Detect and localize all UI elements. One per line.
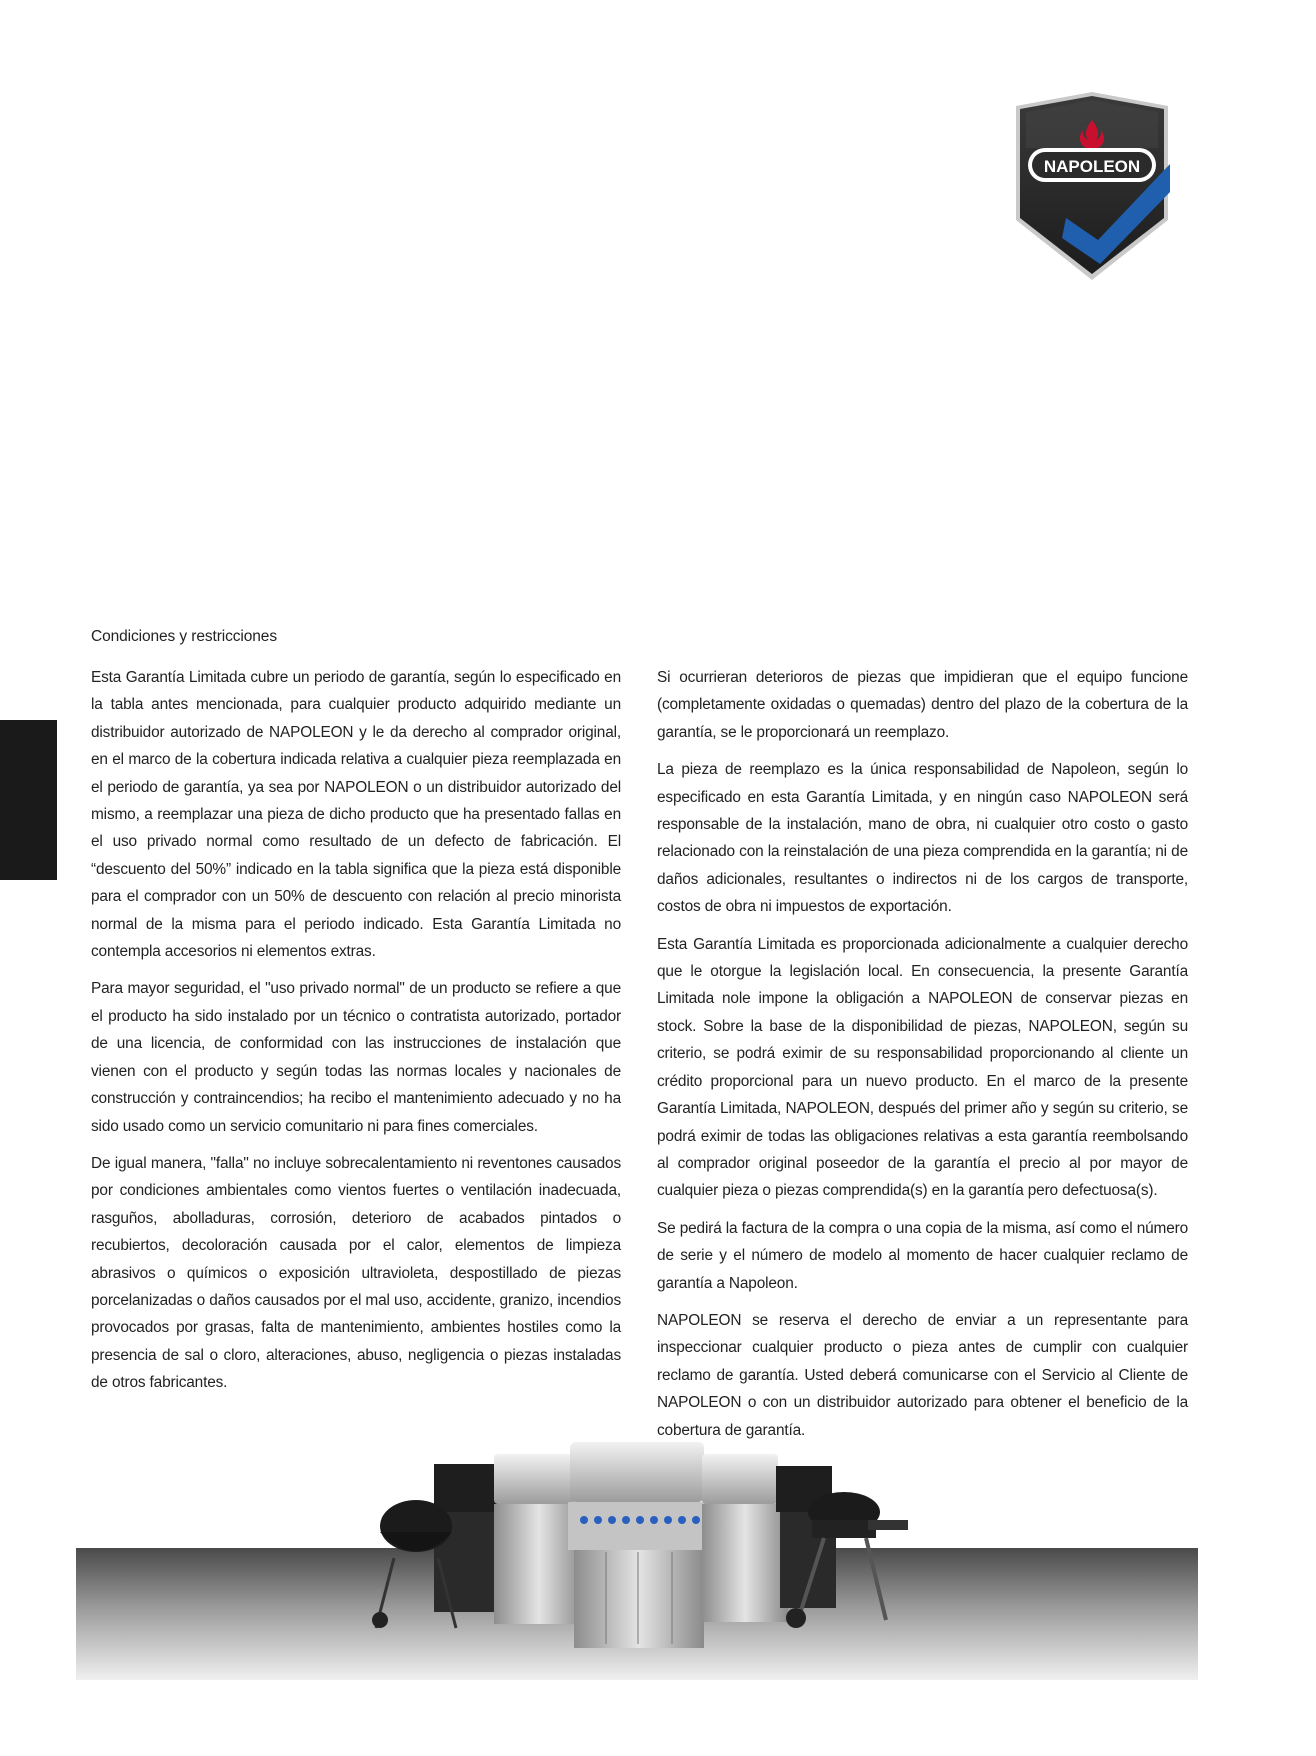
left-text-column (91, 664, 621, 1397)
paragraph: De igual manera, "falla" no incluye sobrecalentamiento ni reventones causados por condiciones ambientales como vientos fuertes o ventilación inadecuada, rasguños, abolladuras, corrosión, deterioro de acabados pintados o recubiertos, decoloración causada por el calor, elementos de limpieza abrasivos o químicos o exposición ultravioleta, despostillado de piezas porcelanizadas o daños causados por el mal uso, accidente, granizo, incendios provocados por grasas, falta de mantenimiento, ambientes hostiles como la presencia de sal o cloro, alteraciones, abuso, negligencia o piezas instaladas de otros fabricantes. (91, 1154, 621, 1392)
paragraph: Esta Garantía Limitada cubre un periodo de garantía, según lo especificado en la tabla antes mencionada, para cualquier producto adquirido mediante un distribuidor autorizado de NAPOLEON y le da derecho al comprador original, en el marco de la cobertura indicada relativa a cualquier pieza reemplazada en el periodo de garantía, ya sea por NAPOLEON o un distribuidor autorizado del mismo, a reemplazar una pieza de dicho producto que ha presentado fallas en el uso privado normal como resultado de un defecto de fabricación. El “descuento del 50%” indicado en la tabla significa que la pieza está disponible para el comprador con un 50% de descuento con relación al precio minorista normal de la misma para el periodo indicado. Esta Garantía Limitada no contempla accesorios ni elementos extras. (91, 669, 621, 961)
logo-wordmark: NAPOLEON (1043, 157, 1141, 176)
napoleon-logo (1006, 88, 1178, 284)
paragraph: Se pedirá la factura de la compra o una copia de la misma, así como el número de serie y el número de modelo al momento de hacer cualquier reclamo de garantía a Napoleon. (657, 1219, 1188, 1292)
paragraph: Si ocurrieran deterioros de piezas que impidieran que el equipo funcione (completamente oxidadas o quemadas) dentro del plazo de la cobertura de la garantía, se le proporcionará un reemplazo. (657, 669, 1188, 741)
paragraph: NAPOLEON se reserva el derecho de enviar a un representante para inspeccionar cualquier producto o pieza antes de cumplir con cualquier reclamo de garantía. Usted deberá comunicarse con el Servicio al Cliente de NAPOLEON o con un distribuidor autorizado para obtener el beneficio de la cobertura de garantía. (657, 1311, 1188, 1439)
paragraph: La pieza de reemplazo es la única responsabilidad de Napoleon, según lo especificado en esta Garantía Limitada, y en ningún caso NAPOLEON será responsable de la instalación, mano de obra, ni cualquier otro costo o gasto relacionado con la reinstalación de una pieza comprendida en la garantía; ni de daños adicionales, resultantes o indirectos ni de los cargos de transporte, costos de obra ni impuestos de exportación. (657, 761, 1188, 916)
side-section-tab (0, 720, 57, 880)
paragraph: Esta Garantía Limitada es proporcionada adicionalmente a cualquier derecho que le otorgue la legislación local. En consecuencia, la presente Garantía Limitada nole impone la obligación a NAPOLEON de conservar piezas en stock. Sobre la base de la disponibilidad de piezas, NAPOLEON, según su criterio, se podrá eximir de su responsabilidad proporcionando al cliente un crédito proporcional para un nuevo producto. En el marco de la presente Garantía Limitada, NAPOLEON, después del primer año y según su criterio, se podrá eximir de todas las obligaciones relativas a esta garantía reembolsando al comprador original poseedor de la garantía el precio al por mayor de cualquier pieza o piezas comprendida(s) en la garantía pero defectuosa(s). (657, 935, 1188, 1200)
section-title: Condiciones y restricciones (91, 628, 277, 645)
right-text-column (657, 664, 1188, 1444)
grills-banner-image (76, 1440, 1198, 1680)
paragraph: Para mayor seguridad, el "uso privado normal" de un producto se refiere a que el producto ha sido instalado por un técnico o contratista autorizado, portador de una licencia, de conformidad con las instrucciones de instalación que vienen con el producto y según todas las normas locales y nacionales de construcción y contraincendios; ha recibo el mantenimiento adecuado y no ha sido usado como un servicio comunitario ni para fines comerciales. (91, 980, 621, 1135)
